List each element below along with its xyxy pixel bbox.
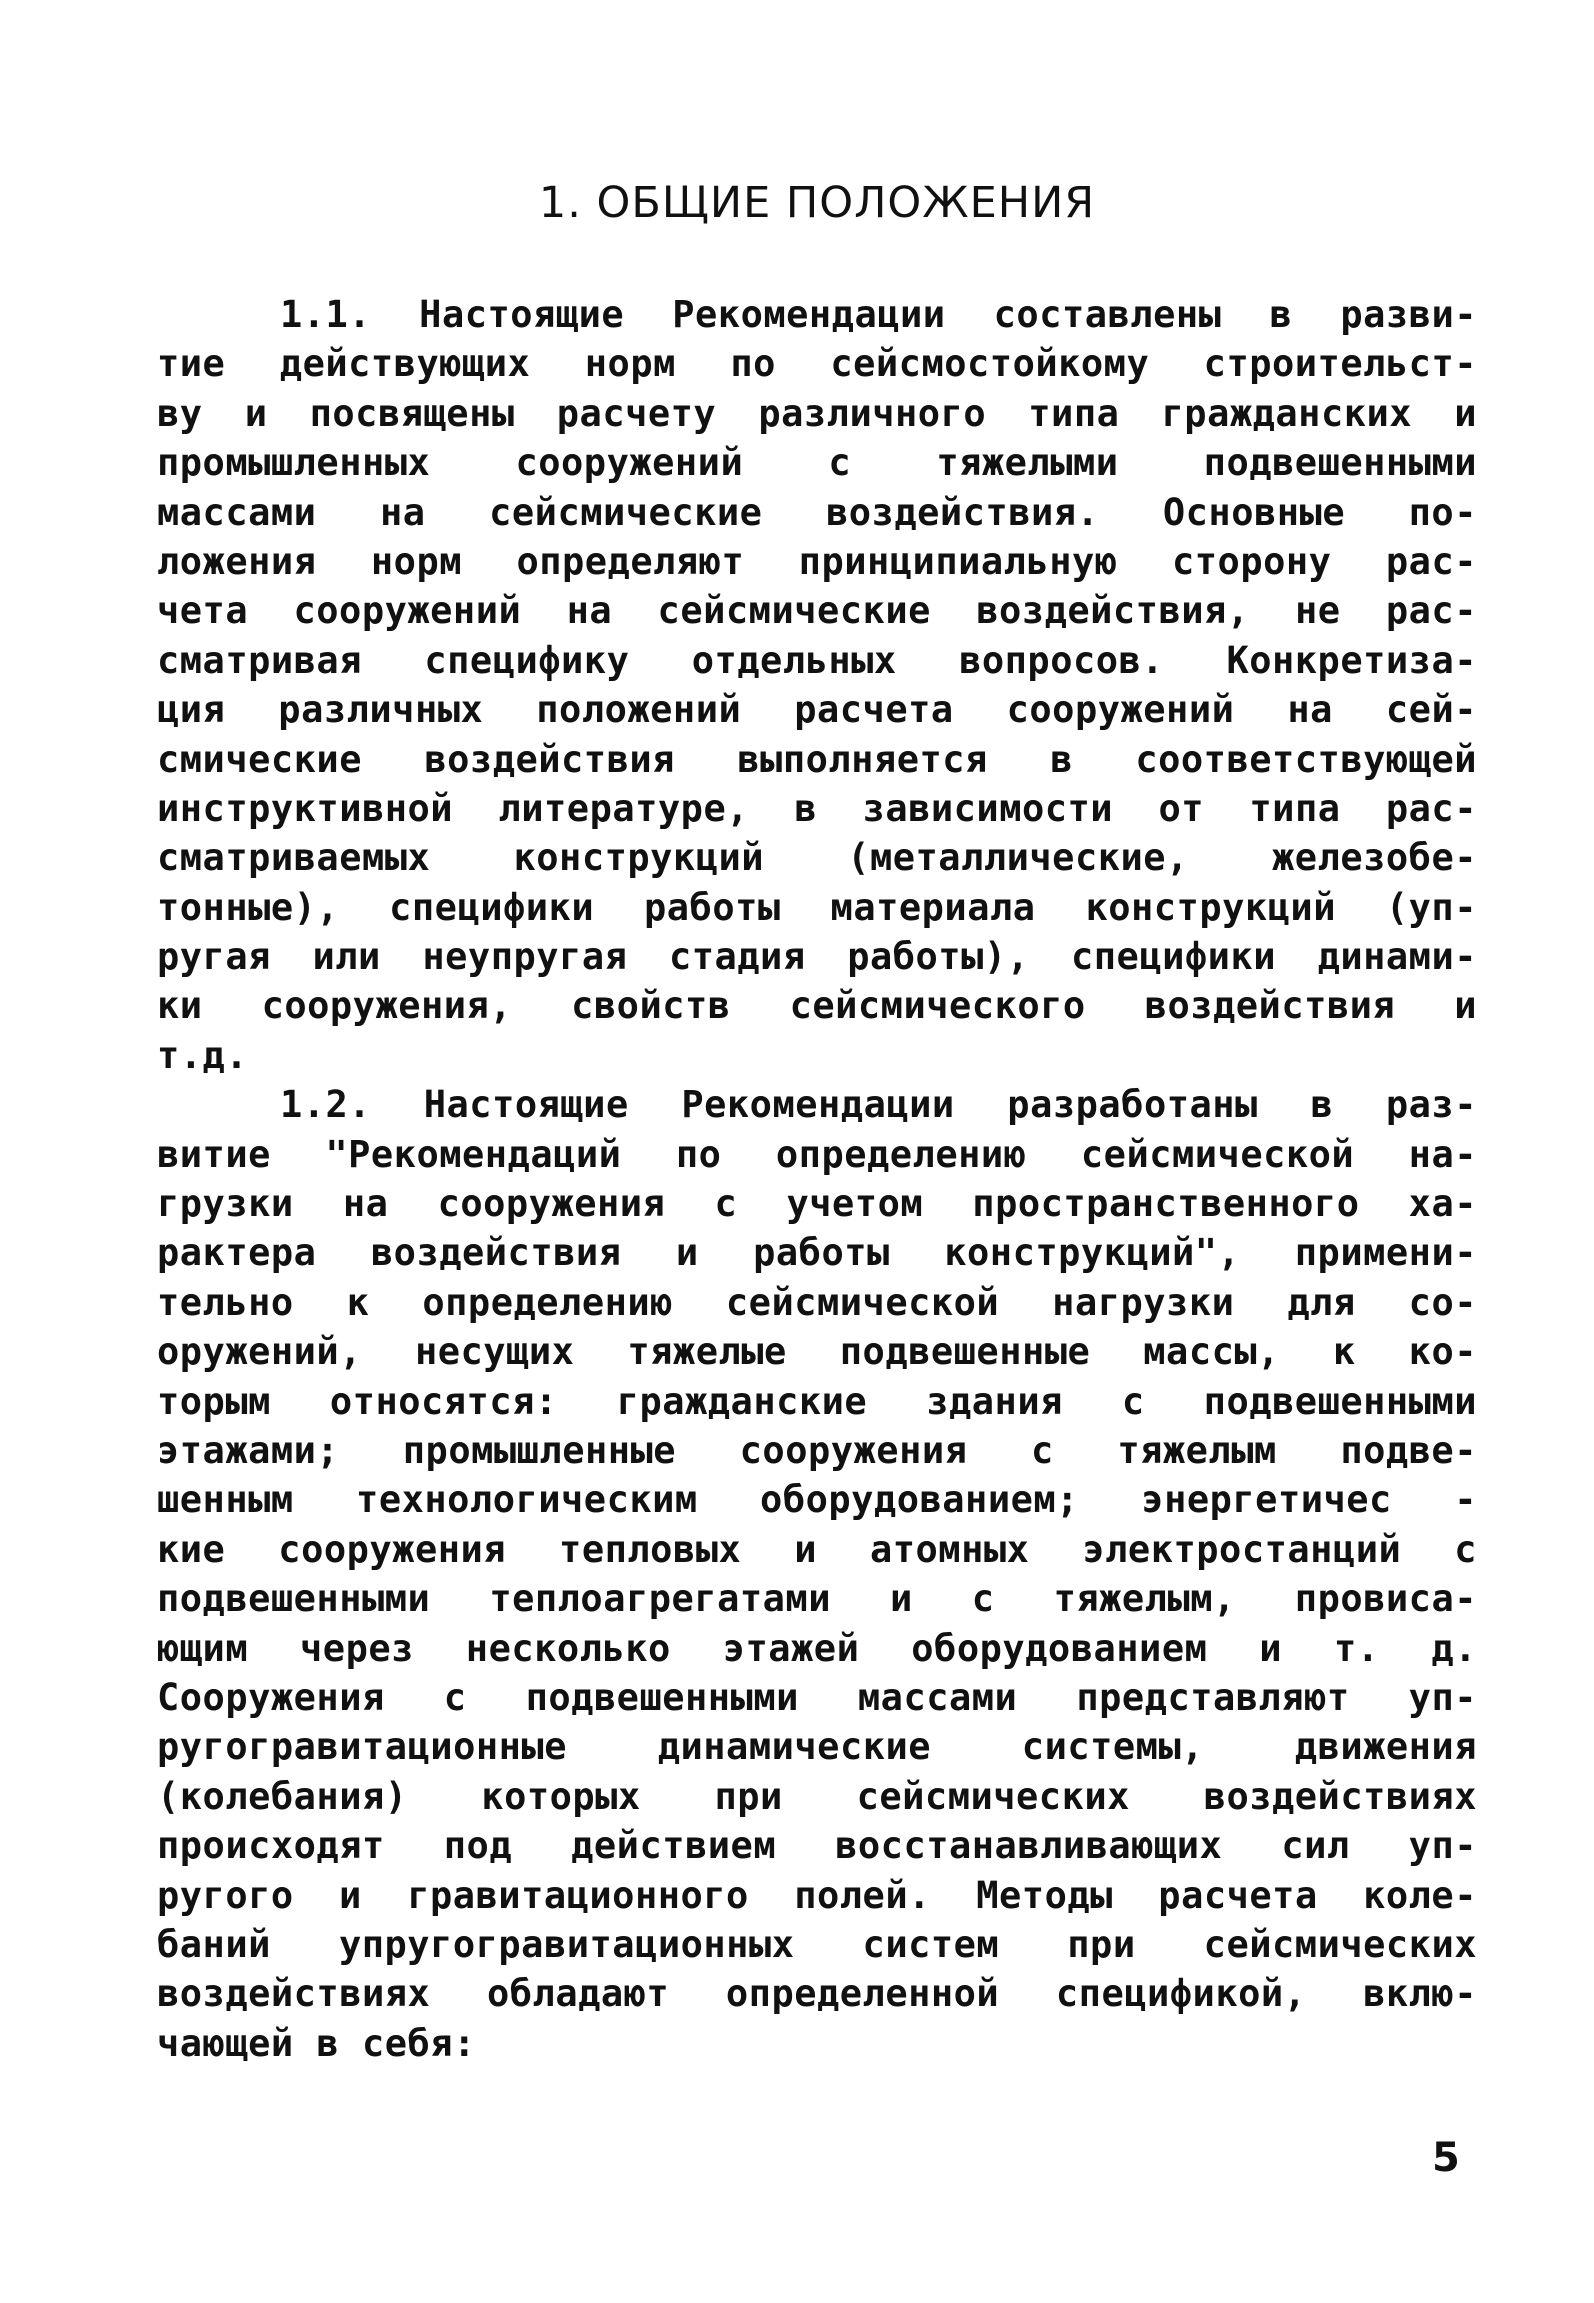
text-line: ву и посвящены расчету различного типа гражданских и bbox=[157, 391, 1477, 435]
text-line: тельно к определению сейсмической нагрузки для со- bbox=[157, 1280, 1477, 1324]
text-line: 1.2. Настоящие Рекомендации разработаны в раз- bbox=[280, 1083, 1477, 1127]
text-line: 1.1. Настоящие Рекомендации составлены в разви- bbox=[280, 293, 1477, 336]
text-line: инструктивной литературе, в зависимости от типа рас- bbox=[157, 786, 1477, 830]
text-line: шенным технологическим оборудованием; энергетичес - bbox=[157, 1478, 1477, 1522]
text-line: торым относятся: гражданские здания с подвешенными bbox=[157, 1379, 1477, 1423]
text-line: рактера воздействия и работы конструкций", примени- bbox=[157, 1231, 1477, 1275]
body-text bbox=[157, 290, 1477, 2068]
text-line: оружений, несущих тяжелые подвешенные массы, к ко- bbox=[157, 1330, 1477, 1374]
text-line: баний упругогравитационных систем при сейсмических bbox=[157, 1922, 1477, 1966]
text-line: (колебания) которых при сейсмических воздействиях bbox=[157, 1774, 1477, 1818]
page-number: 5 bbox=[1432, 2135, 1460, 2181]
text-line: чета сооружений на сейсмические воздействия, не рас- bbox=[157, 589, 1477, 633]
text-line: ругогравитационные динамические системы, движения bbox=[157, 1725, 1477, 1769]
text-line: ция различных положений расчета сооружений на сей- bbox=[157, 688, 1477, 732]
text-line: ругая или неупругая стадия работы), специфики динами- bbox=[157, 935, 1477, 979]
text-line: ругого и гравитационного полей. Методы расчета коле- bbox=[157, 1873, 1477, 1917]
text-line: сматривая специфику отдельных вопросов. Конкретиза- bbox=[157, 638, 1477, 682]
text-line: тонные), специфики работы материала конструкций (уп- bbox=[157, 885, 1477, 929]
section-heading: 1. ОБЩИЕ ПОЛОЖЕНИЯ bbox=[538, 178, 1096, 228]
text-line: этажами; промышленные сооружения с тяжелым подве- bbox=[157, 1428, 1477, 1472]
text-line: воздействиях обладают определенной спецификой, вклю- bbox=[157, 1972, 1477, 2016]
text-line: Сооружения с подвешенными массами представляют уп- bbox=[157, 1675, 1477, 1719]
text-line: массами на сейсмические воздействия. Основные по- bbox=[157, 490, 1477, 534]
text-line: ложения норм определяют принципиальную сторону рас- bbox=[157, 539, 1477, 583]
text-line: тие действующих норм по сейсмостойкому строительст- bbox=[157, 342, 1477, 386]
text-line: кие сооружения тепловых и атомных электростанций с bbox=[157, 1527, 1477, 1571]
paragraph-1-2 bbox=[157, 1080, 1477, 2068]
text-line: происходят под действием восстанавливающих сил уп- bbox=[157, 1824, 1477, 1868]
text-line: промышленных сооружений с тяжелыми подвешенными bbox=[157, 441, 1477, 485]
text-line: ющим через несколько этажей оборудованием и т. д. bbox=[157, 1626, 1477, 1670]
paragraph-1-1 bbox=[157, 290, 1477, 1080]
text-line: ки сооружения, свойств сейсмического воздействия и bbox=[157, 984, 1477, 1028]
text-line: витие "Рекомендаций по определению сейсмической на- bbox=[157, 1132, 1477, 1176]
text-line: т.д. bbox=[157, 1033, 249, 1077]
text-line: грузки на сооружения с учетом пространственного ха- bbox=[157, 1182, 1477, 1226]
text-line: сматриваемых конструкций (металлические, железобе- bbox=[157, 836, 1477, 880]
text-line: чающей в себя: bbox=[157, 2021, 476, 2065]
text-line: подвешенными теплоагрегатами и с тяжелым, провиса- bbox=[157, 1577, 1477, 1621]
text-line: смические воздействия выполняется в соответствующей bbox=[157, 737, 1477, 781]
